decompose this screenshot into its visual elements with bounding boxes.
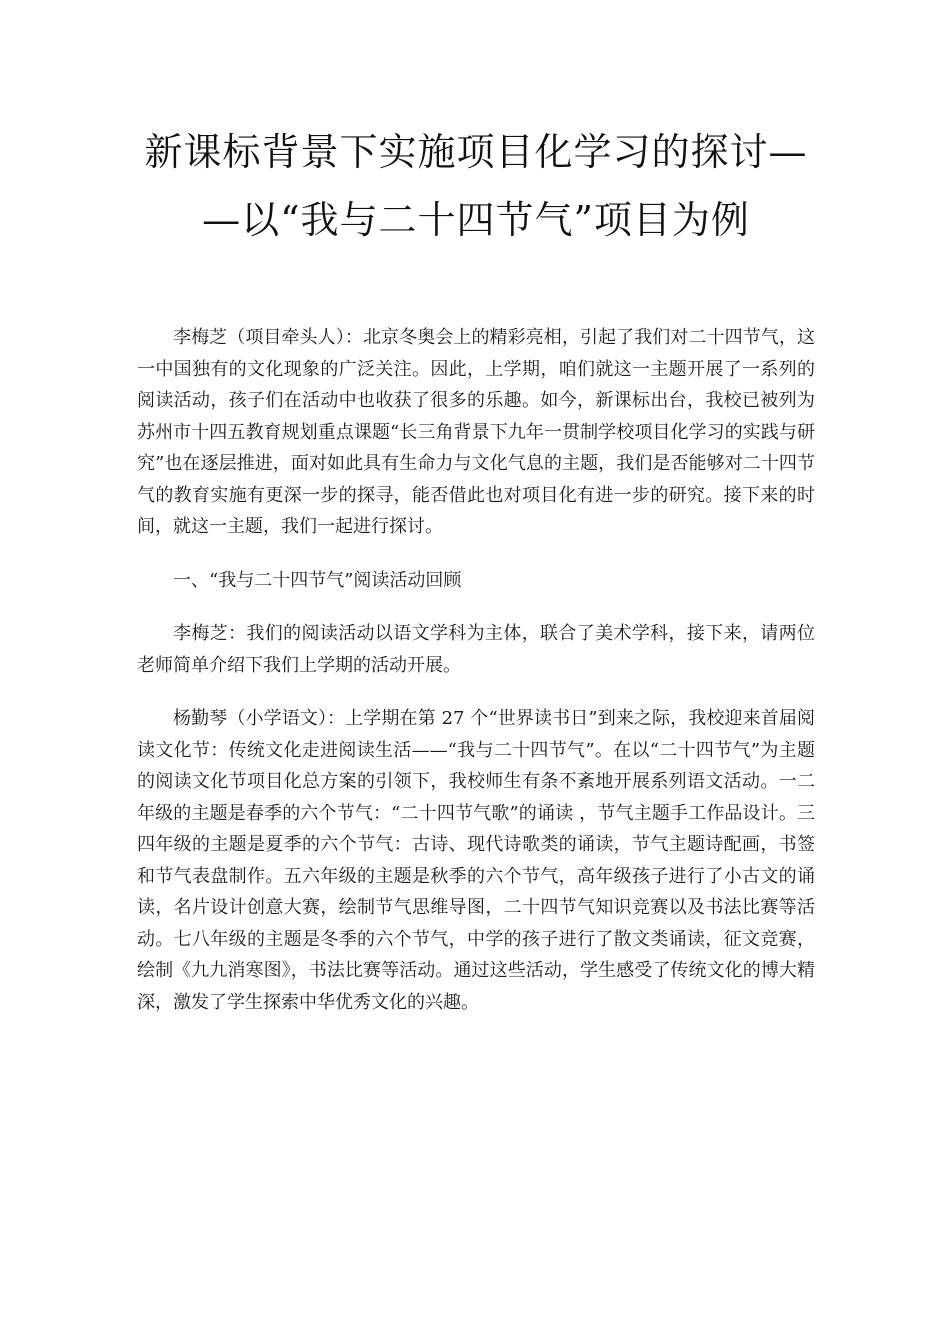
document-body: [137, 322, 815, 1018]
paragraph-intro: 李梅芝（项目牵头人）：北京冬奥会上的精彩亮相，引起了我们对二十四节气，这一中国独有的文化现象的广泛关注。因此，上学期，咱们就这一主题开展了一系列的阅读活动，孩子们在活动中也收获了很多的乐趣。如今，新课标出台，我校已被列为苏州市十四五教育规划重点课题“长三角背景下九年一贯制学校项目化学习的实践与研究”也在逐层推进，面对如此具有生命力与文化气息的主题，我们是否能够对二十四节气的教育实施有更深一步的探寻，能否借此也对项目化有进一步的研究。接下来的时间，就这一主题，我们一起进行探讨。: [137, 327, 815, 537]
document-title: [137, 0, 815, 254]
paragraph-reading-activity: 李梅芝：我们的阅读活动以语文学科为主体，联合了美术学科，接下来，请两位老师简单介绍下我们上学期的活动开展。: [137, 623, 815, 676]
section-heading-1: 一、“我与二十四节气”阅读活动回顾: [173, 569, 462, 591]
title-line-2: —以“我与二十四节气”项目为例: [202, 198, 750, 242]
paragraph-yang-qinqin: 杨勤琴（小学语文）：上学期在第 27 个“世界读书日”到来之际，我校迎来首届阅读文化节：传统文化走进阅读生活——“我与二十四节气”。在以“二十四节气”为主题的阅读文化节项目化总方案的引领下，我校师生有条不紊地开展系列语文活动。一二年级的主题是春季的六个节气：“二十四节气歌”的诵读 ，节气主题手工作品设计。三四年级的主题是夏季的六个节气：古诗、现代诗歌类的诵读，节气主题诗配画，书签和节气表盘制作。五六年级的主题是秋季的六个节气，高年级孩子进行了小古文的诵读，名片设计创意大赛，绘制节气思维导图，二十四节气知识竞赛以及书法比赛等活动。七八年级的主题是冬季的六个节气，中学的孩子进行了散文类诵读，征文竞赛，绘制《九九消寒图》，书法比赛等活动。通过这些活动，学生感受了传统文化的博大精深，激发了学生探索中华优秀文化的兴趣。: [137, 708, 815, 1013]
title-line-1: 新课标背景下实施项目化学习的探讨—: [144, 130, 808, 174]
